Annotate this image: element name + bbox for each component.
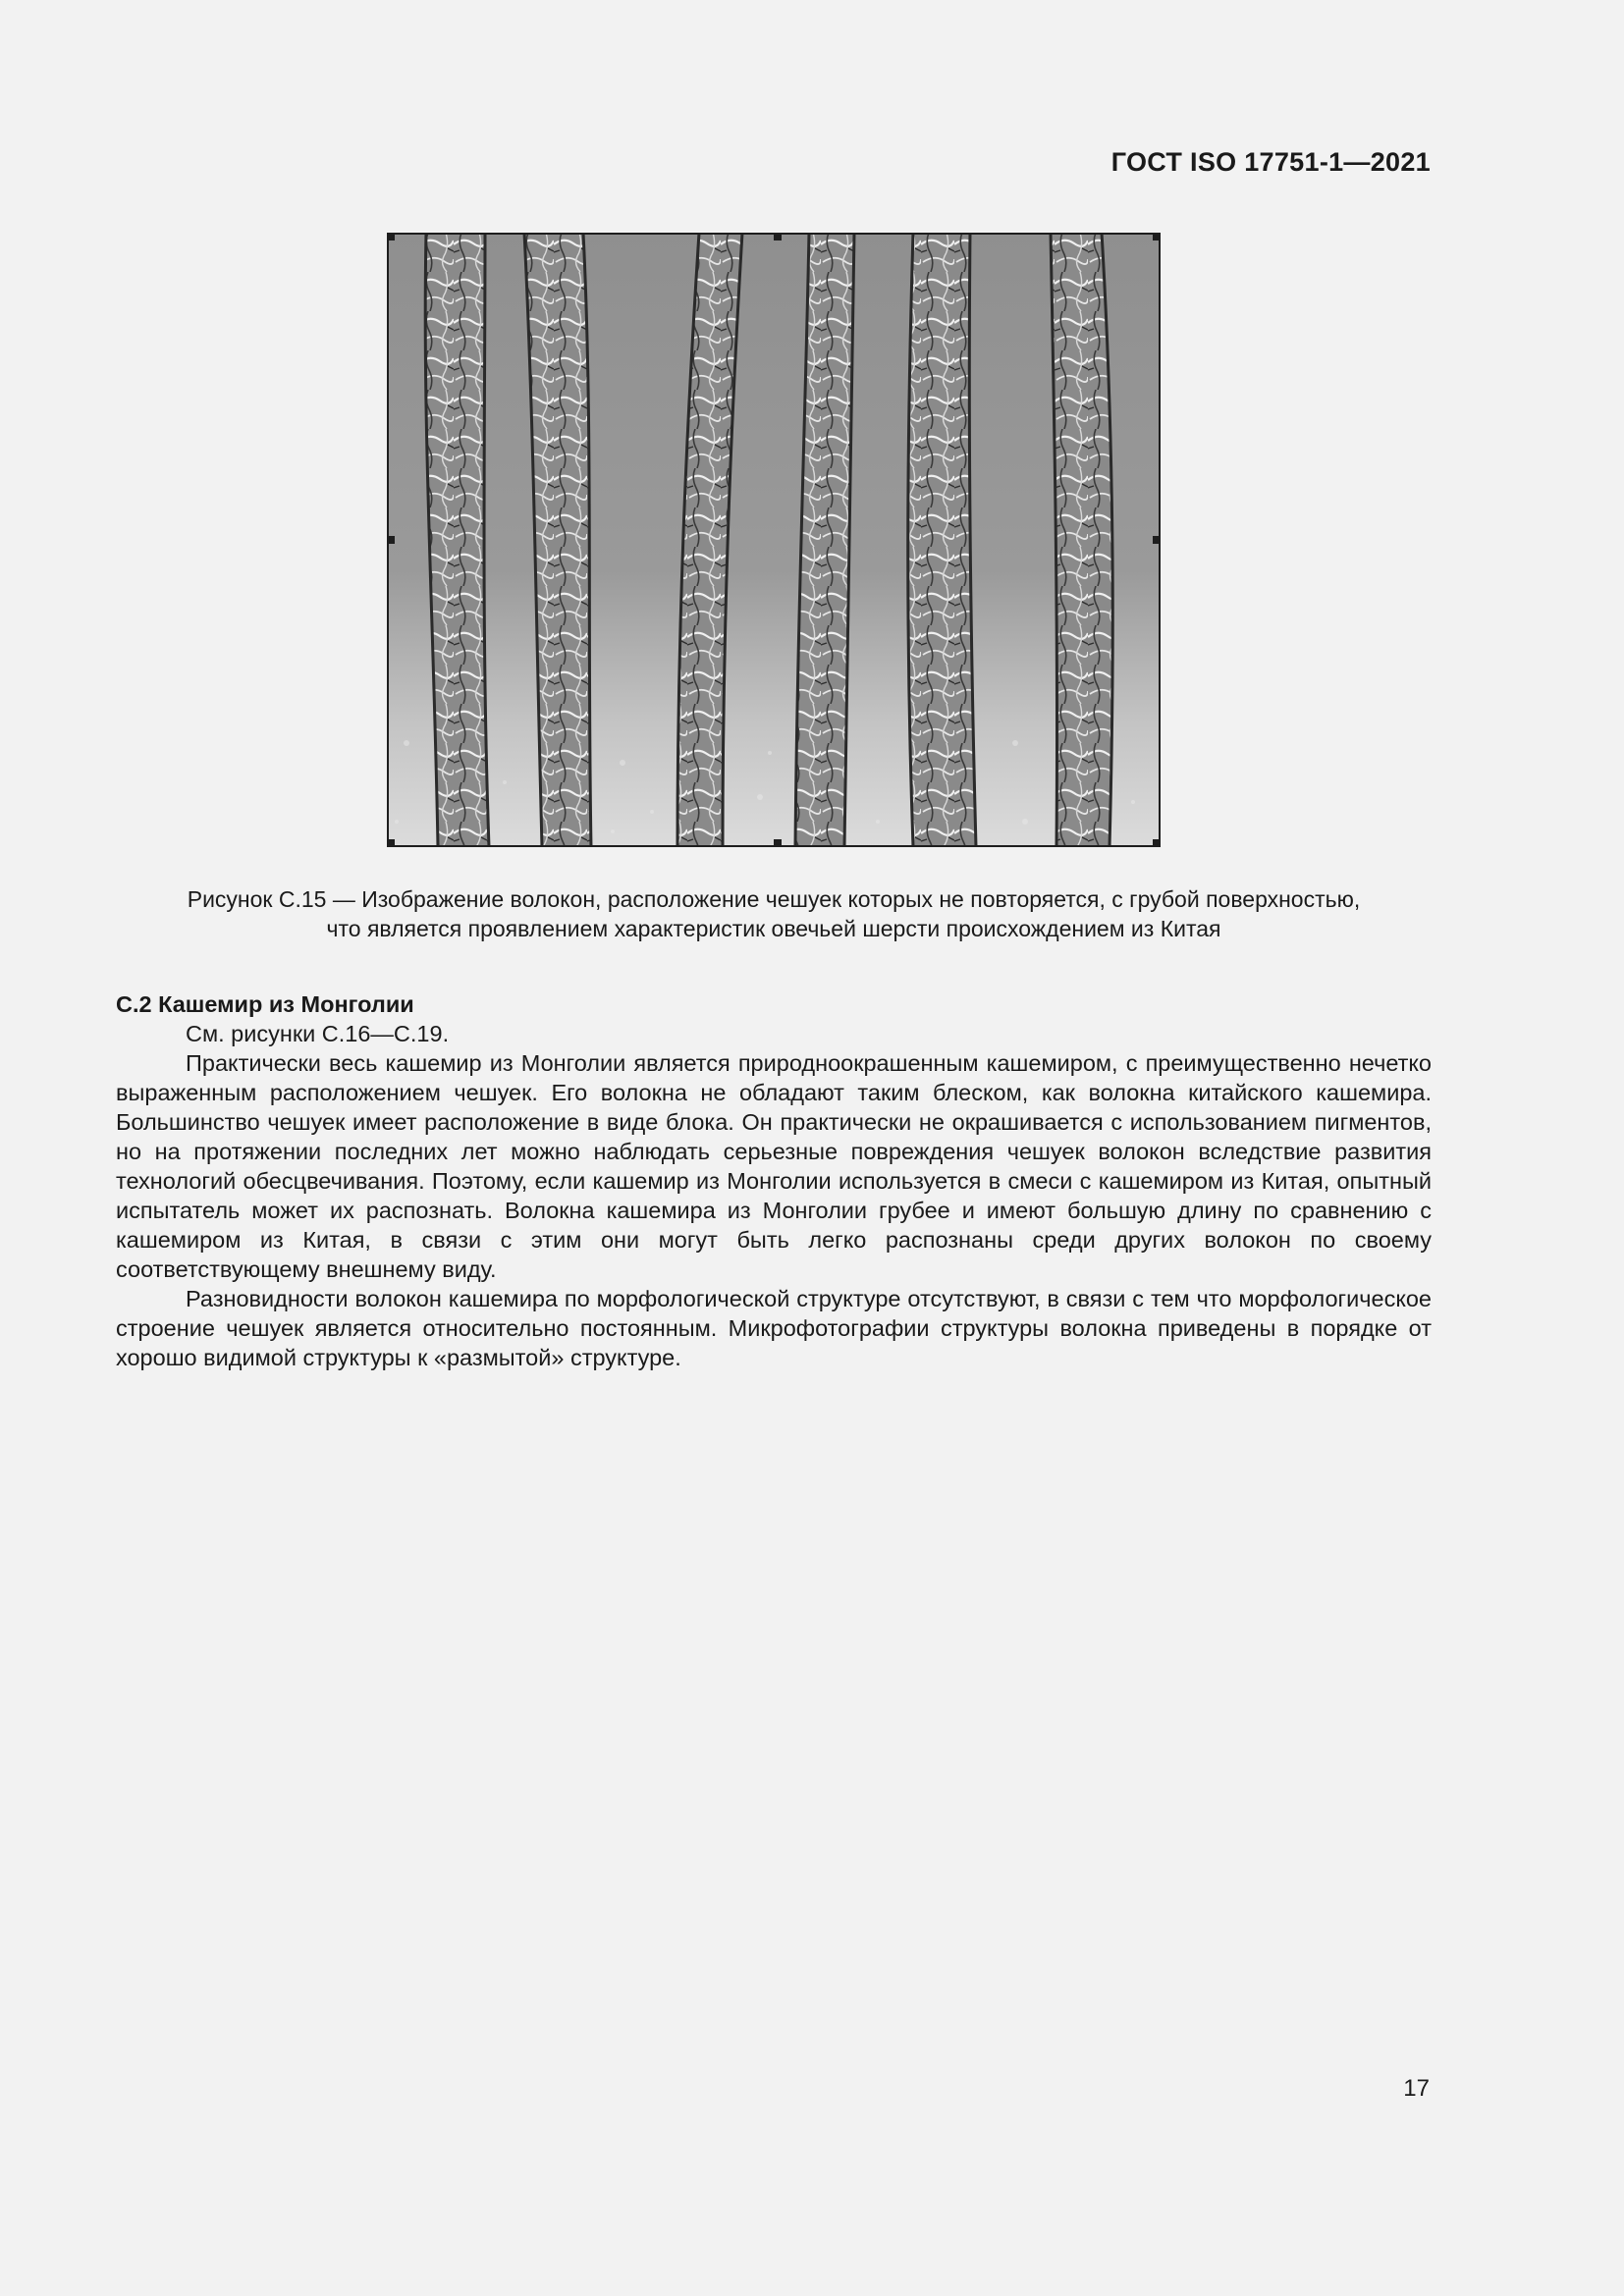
page-number: 17	[1403, 2075, 1430, 2102]
figure-caption-line-1: Рисунок С.15 — Изображение волокон, расположение чешуек которых не повторяется, с грубой поверхностью,	[187, 886, 1361, 912]
figure-caption-line-2: что является проявлением характеристик овечьей шерсти происхождением из Китая	[326, 916, 1221, 941]
document-code: ГОСТ ISO 17751-1—2021	[1110, 147, 1431, 177]
fiber-micrograph-figure	[387, 233, 1161, 847]
figure-caption	[116, 884, 1432, 943]
see-figures-reference: См. рисунки С.16—С.19.	[186, 1021, 450, 1046]
paragraph-1: Практически весь кашемир из Монголии является природноокрашенным кашемиром, с преимущественно нечетко выраженным расположением чешуек. Его волокна не обладают таким блеском, как волокна китайского кашемира. Большинство чешуек имеет расположение в виде блока. Он практически не окрашивается с использованием пигментов, но на протяжении последних лет можно наблюдать серьезные повреждения чешуек волокон вследствие развития технологий обесцвечивания. Поэтому, если кашемир из Монголии используется в смеси с кашемиром из Китая, опытный испытатель может их распознать. Волокна кашемира из Монголии грубее и имеют большую длину по сравнению с кашемиром из Китая, в связи с этим они могут быть легко распознаны среди других волокон по своему соответствующему внешнему виду.	[116, 1050, 1432, 1282]
section-c2	[116, 989, 1432, 1372]
fiber-micrograph-image	[387, 233, 1161, 847]
section-title: С.2 Кашемир из Монголии	[116, 991, 414, 1017]
paragraph-2: Разновидности волокон кашемира по морфологической структуре отсутствуют, в связи с тем что морфологическое строение чешуек является относительно постоянным. Микрофотографии структуры волокна приведены в порядке от хорошо видимой структуры к «размытой» структуре.	[116, 1286, 1432, 1370]
